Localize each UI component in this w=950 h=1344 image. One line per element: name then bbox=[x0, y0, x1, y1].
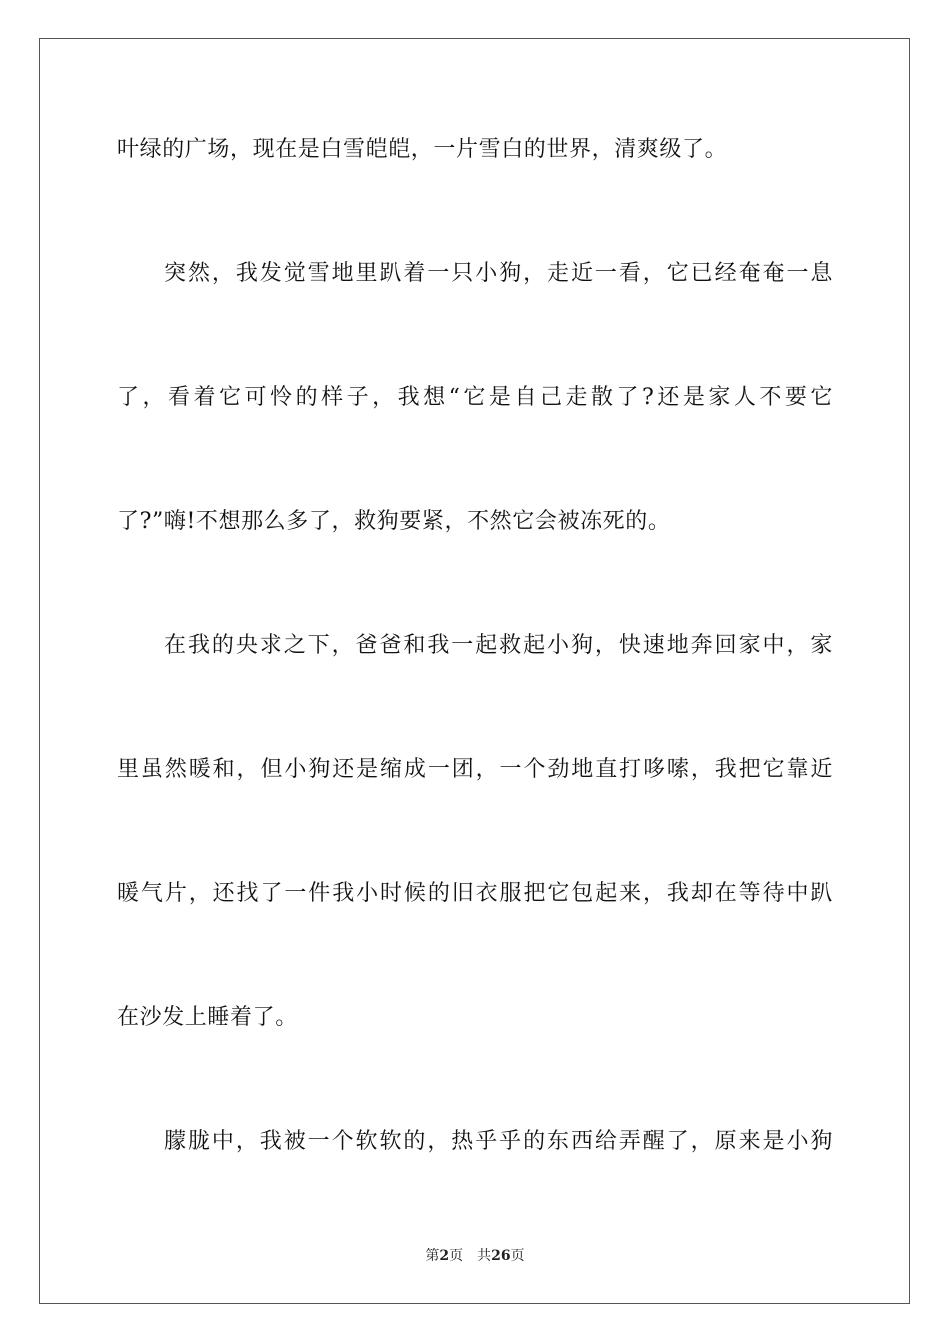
text-line-9: 朦胧中，我被一个软软的，热乎乎的东西给弄醒了，原来是小狗 bbox=[164, 1129, 833, 1154]
page-footer bbox=[0, 1246, 950, 1266]
text-line-2: 突然，我发觉雪地里趴着一只小狗，走近一看，它已经奄奄一息 bbox=[164, 261, 833, 286]
footer-total-prefix: 共 bbox=[477, 1248, 492, 1264]
footer-total-suffix: 页 bbox=[510, 1248, 525, 1264]
footer-page-prefix: 第 bbox=[425, 1248, 440, 1264]
text-line-1: 叶绿的广场，现在是白雪皑皑，一片雪白的世界，清爽级了。 bbox=[117, 137, 728, 162]
text-line-4: 了?”嗨!不想那么多了，救狗要紧，不然它会被冻死的。 bbox=[117, 509, 671, 534]
footer-total-pages: 26 bbox=[491, 1248, 511, 1264]
text-line-3: 了，看着它可怜的样子，我想“它是自己走散了?还是家人不要它 bbox=[117, 385, 833, 410]
text-line-7: 暖气片，还找了一件我小时候的旧衣服把它包起来，我却在等待中趴 bbox=[117, 881, 833, 906]
text-line-6: 里虽然暖和，但小狗还是缩成一团，一个劲地直打哆嗦，我把它靠近 bbox=[117, 757, 833, 782]
footer-page-number: 2 bbox=[439, 1248, 450, 1264]
text-line-8: 在沙发上睡着了。 bbox=[117, 1005, 298, 1030]
footer-page-suffix: 页 bbox=[449, 1248, 464, 1264]
text-line-5: 在我的央求之下，爸爸和我一起救起小狗，快速地奔回家中，家 bbox=[164, 633, 833, 658]
page-frame bbox=[39, 38, 910, 1304]
